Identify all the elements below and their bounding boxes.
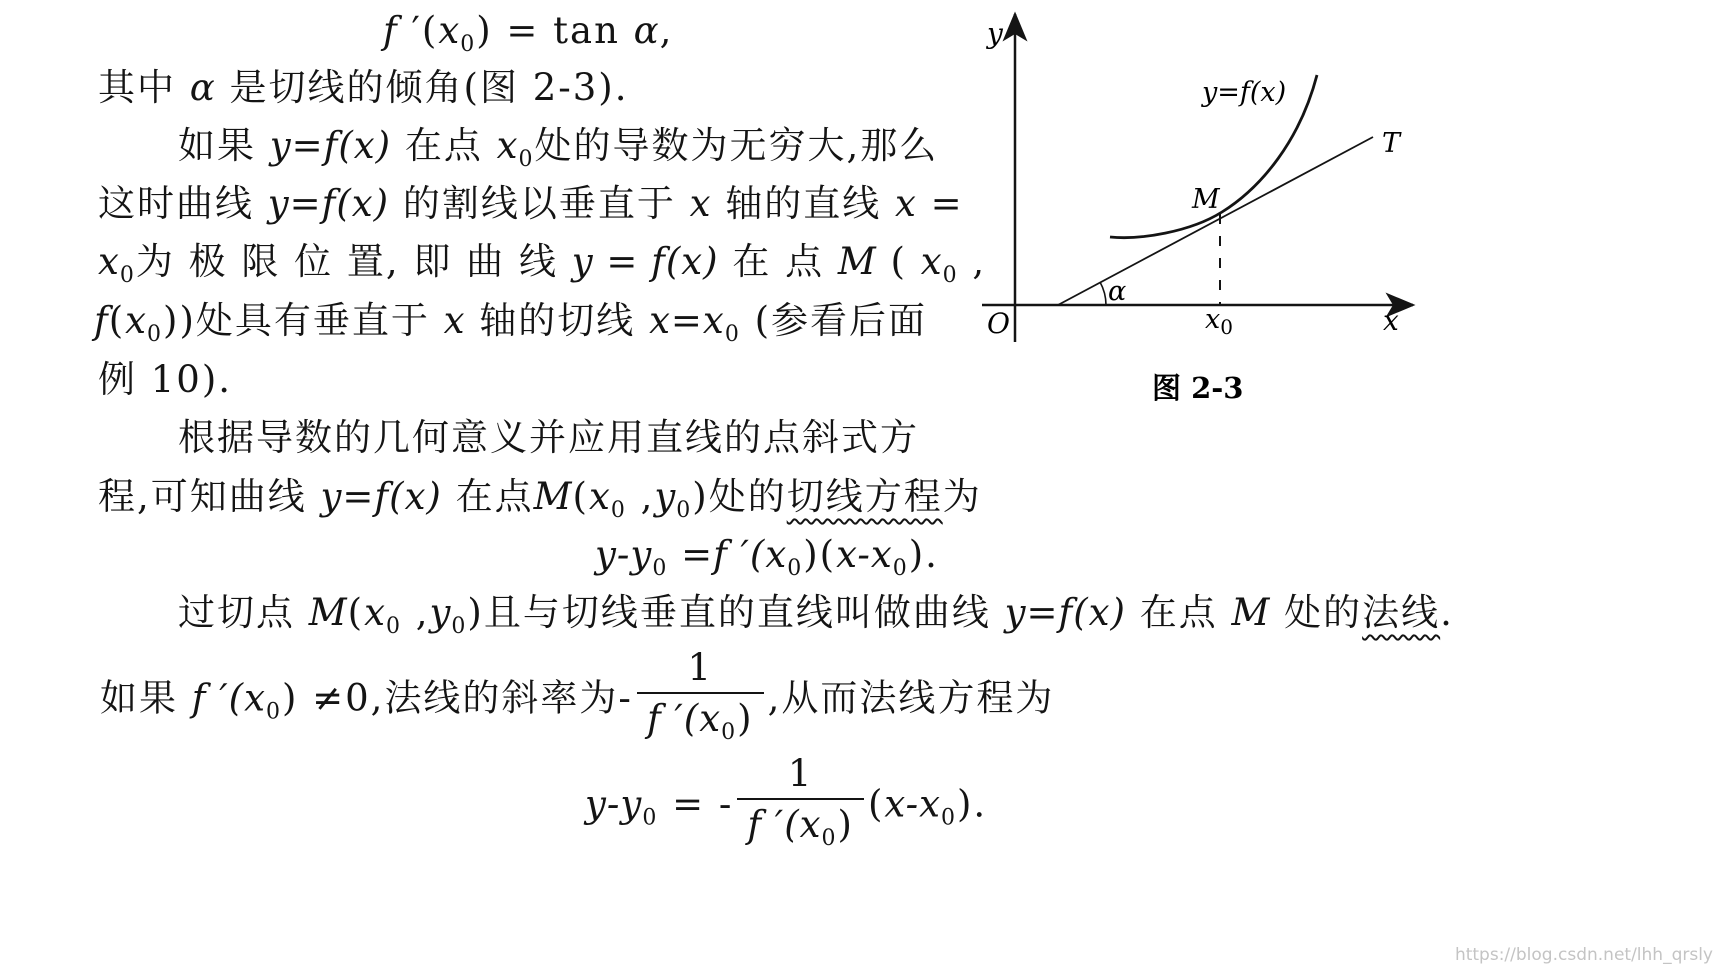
line-11: 如果 f $'(x_0) \ne 0$,法线的斜率为- $\frac{1}{f '(x_0)}$ ,从而法线方程为 [100, 646, 1054, 759]
x0-label: $x_0$ [1205, 304, 1233, 339]
line-4: 这时曲线 y=f(x) 的割线以垂直于 x 轴的直线 x = [98, 182, 964, 225]
tangent-line [1058, 137, 1373, 305]
line-1: f $'(x_0) = \tan \alpha$, [383, 9, 674, 57]
curve-label: y=f(x) [1202, 77, 1287, 108]
line-3: 如果 y=f(x) 在点 $x_0$处的导数为无穷大,那么 [178, 124, 939, 172]
tangent-equation: $y-y_0 =f$ $'(x_0)(x-x_0)$. [595, 533, 939, 581]
line-2: 其中 α 是切线的倾角(图 2-3). [98, 66, 629, 109]
line-6: $f(x_0)$)处具有垂直于 x 轴的切线 $x=x_0$ (参看后面 [94, 299, 928, 347]
angle-label: α [1108, 276, 1127, 307]
y-axis-label: y [987, 17, 1003, 50]
point-m-label: M [1192, 184, 1220, 215]
angle-arc [1100, 282, 1106, 305]
line-9: 程,可知曲线 y=f(x) 在点$M(x_0$ $,y_0$)处的切线方程为 [98, 475, 982, 523]
figure-caption: 图 2-3 [1152, 371, 1244, 405]
origin-label: O [987, 307, 1010, 340]
line-5: $x_0$为 极 限 位 置, 即 曲 线 y = f(x) 在 点 M ( $x_0$ , [98, 240, 987, 288]
tangent-equation-term: 切线方程 [786, 475, 943, 518]
normal-line-term: 法线 [1362, 591, 1441, 634]
line-10: 过切点 $M(x_0$ $,y_0$)且与切线垂直的直线叫做曲线 y=f(x) 在点 M 处的法线. [178, 591, 1454, 639]
line-7: 例 10). [98, 358, 233, 401]
normal-fraction: $\frac{1}{f '(x_0)}$ [737, 752, 864, 862]
watermark: https://blog.csdn.net/lhh_qrsly [1454, 945, 1713, 965]
tangent-figure [960, 0, 1440, 420]
normal-equation: $y-y_0$ = - $\frac{1}{f '(x_0)}$ $(x-x_0)$. [585, 752, 987, 865]
tangent-label: T [1382, 128, 1401, 159]
slope-fraction: $\frac{1}{f '(x_0)}$ [637, 646, 764, 756]
x-axis-label: x [1383, 304, 1399, 337]
line-8: 根据导数的几何意义并应用直线的点斜式方 [178, 416, 919, 459]
